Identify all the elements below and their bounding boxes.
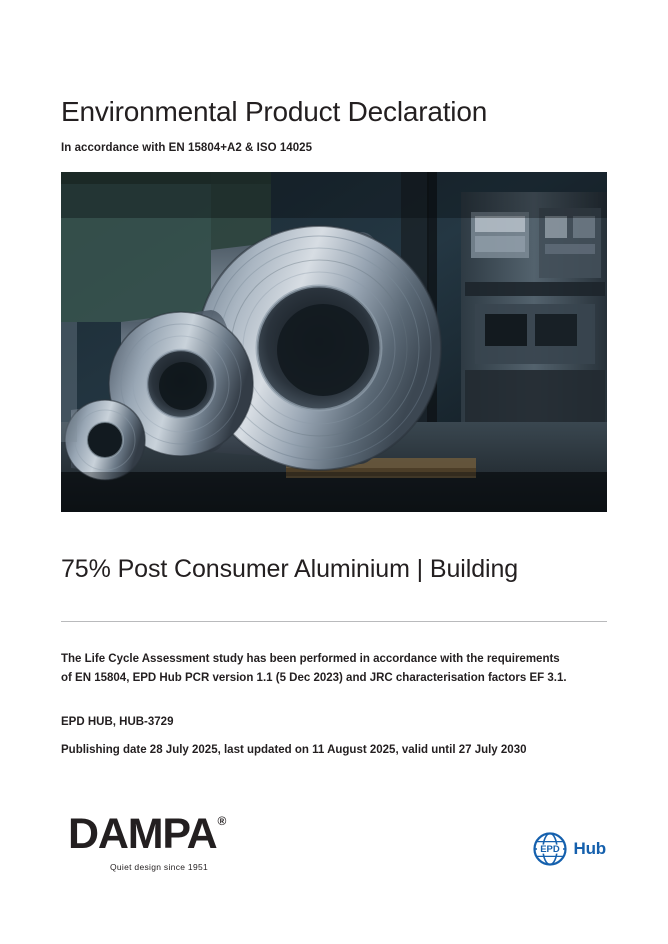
page-title: Environmental Product Declaration (61, 96, 488, 127)
document-footer (0, 794, 668, 944)
divider (61, 621, 607, 622)
registration-number: EPD HUB, HUB-3729 (61, 716, 174, 729)
product-title: 75% Post Consumer Aluminium | Building (61, 555, 519, 584)
dampa-logo (68, 810, 268, 872)
cover-photo-illustration (61, 172, 607, 512)
epd-globe-icon (533, 832, 567, 866)
svg-text:EPD: EPD (539, 844, 560, 855)
cover-image (61, 172, 607, 512)
epd-hub-logo (533, 832, 606, 866)
dampa-tagline: Quiet design since 1951 (109, 862, 209, 872)
standards-subtitle: In accordance with EN 15804+A2 & ISO 14025 (61, 142, 313, 155)
epd-hub-label: Hub (573, 839, 606, 858)
validity-dates: Publishing date 28 July 2025, last updated on 11 August 2025, valid until 27 July 2030 (61, 744, 527, 757)
lca-statement: The Life Cycle Assessment study has been performed in accordance with the requirements of EN 15804, EPD Hub PCR version 1.1 (5 Dec 2023) and JRC characterisation factors EF 3.1. (61, 653, 567, 685)
dampa-wordmark-text: DAMPA (68, 810, 217, 858)
registered-trademark-icon: ® (217, 814, 226, 828)
dampa-wordmark (68, 810, 226, 858)
document-content (61, 0, 607, 756)
